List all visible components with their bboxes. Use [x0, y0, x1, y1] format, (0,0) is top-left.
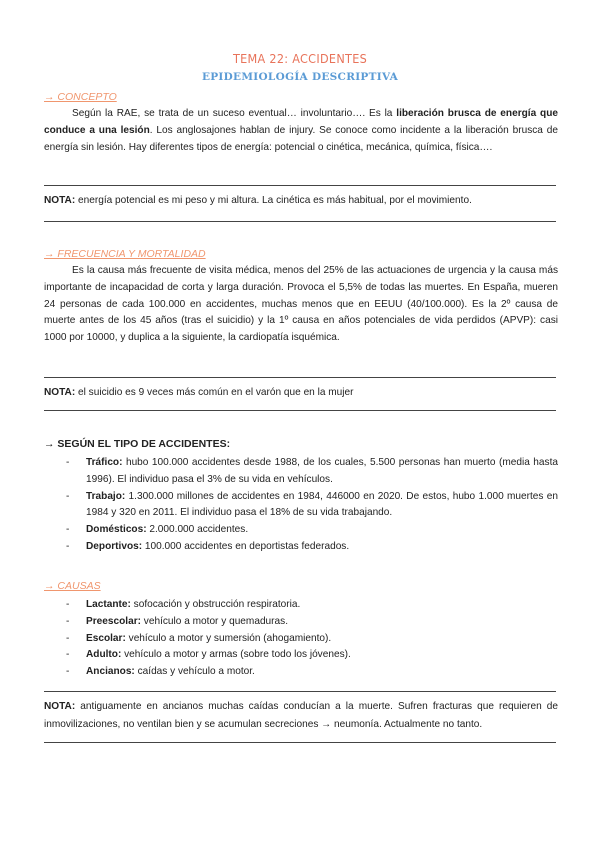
- nota-concepto: NOTA: energía potencial es mi peso y mi altura. La cinética es más habitual, por el movimiento.: [44, 195, 472, 206]
- divider: [44, 185, 556, 186]
- nota-frecuencia: NOTA: el suicidio es 9 veces más común en el varón que en la mujer: [44, 387, 354, 398]
- list-item: - Lactante: sofocación y obstrucción respiratoria.: [66, 599, 301, 610]
- section-heading-tipos: → SEGÚN EL TIPO DE ACCIDENTES:: [44, 438, 231, 450]
- section-heading-frecuencia: → FRECUENCIA Y MORTALIDAD: [44, 248, 206, 260]
- page-title: TEMA 22: ACCIDENTES: [232, 51, 368, 66]
- concepto-paragraph: Según la RAE, se trata de un suceso eventual… involuntario…. Es la liberación brusca de energía que conduce a una lesión. Los anglosajones hablan de injury. Se conoce como incidente a la liberación brusca de energía sin lesión. Hay diferentes tipos de energía: potencial o cinética, mecánica, química, física….: [44, 108, 558, 153]
- section-heading-concepto: → CONCEPTO: [44, 91, 117, 103]
- list-item: - Adulto: vehículo a motor y armas (sobre todo los jóvenes).: [66, 649, 351, 661]
- divider: [44, 410, 556, 411]
- list-item: - Deportivos: 100.000 accidentes en deportistas federados.: [66, 540, 350, 552]
- causas-list: [66, 597, 558, 681]
- tipos-list: [66, 455, 558, 556]
- divider: [44, 221, 556, 222]
- list-item: - Domésticos: 2.000.000 accidentes.: [66, 524, 249, 536]
- list-item: - Escolar: vehículo a motor y sumersión (ahogamiento).: [66, 632, 332, 644]
- section-heading-causas: → CAUSAS: [44, 580, 101, 592]
- divider: [44, 742, 556, 743]
- divider: [44, 377, 556, 378]
- list-item: - Preescolar: vehículo a motor y quemaduras.: [66, 615, 288, 627]
- list-item: - Trabajo: 1.300.000 millones de accidentes en 1984, 446000 en 2020. De estos, hubo 1.000 muertes en 1984 y 320 en 2011. El individuo pasa el 18% de su vida trabajando.: [66, 490, 558, 519]
- page-subtitle: EPIDEMIOLOGÍA DESCRIPTIVA: [201, 71, 399, 83]
- frecuencia-paragraph: Es la causa más frecuente de visita médica, menos del 25% de las actuaciones de urgencia y la causa más importante de incapacidad de corta y larga duración. Provoca el 5,5% de todas las muertes. En España, mueren 24 personas de cada 100.000 en accidentes, muchas menos que en EEUU (40/100.000). Es la 2º causa de muerte antes de los 45 años (tras el suicidio) y la 1º causa en años potenciales de vida perdidos (APVP): casi 1000 por 10000, y duplica a la siguiente, la cardiopatía isquémica.: [44, 265, 558, 344]
- list-item: - Ancianos: caídas y vehículo a motor.: [66, 666, 255, 678]
- divider: [44, 691, 556, 692]
- nota-causas: NOTA: antiguamente en ancianos muchas caídas conducían a la muerte. Sufren fracturas que requieren de inmovilizaciones, no ventilan bien y se acumulan secreciones → neumonía. Actualmente no tanto.: [44, 701, 558, 730]
- list-item: - Tráfico: hubo 100.000 accidentes desde 1988, de los cuales, 5.500 personas han muerto (media hasta 1996). El individuo pasa el 3% de su vida en vehículos.: [66, 457, 558, 485]
